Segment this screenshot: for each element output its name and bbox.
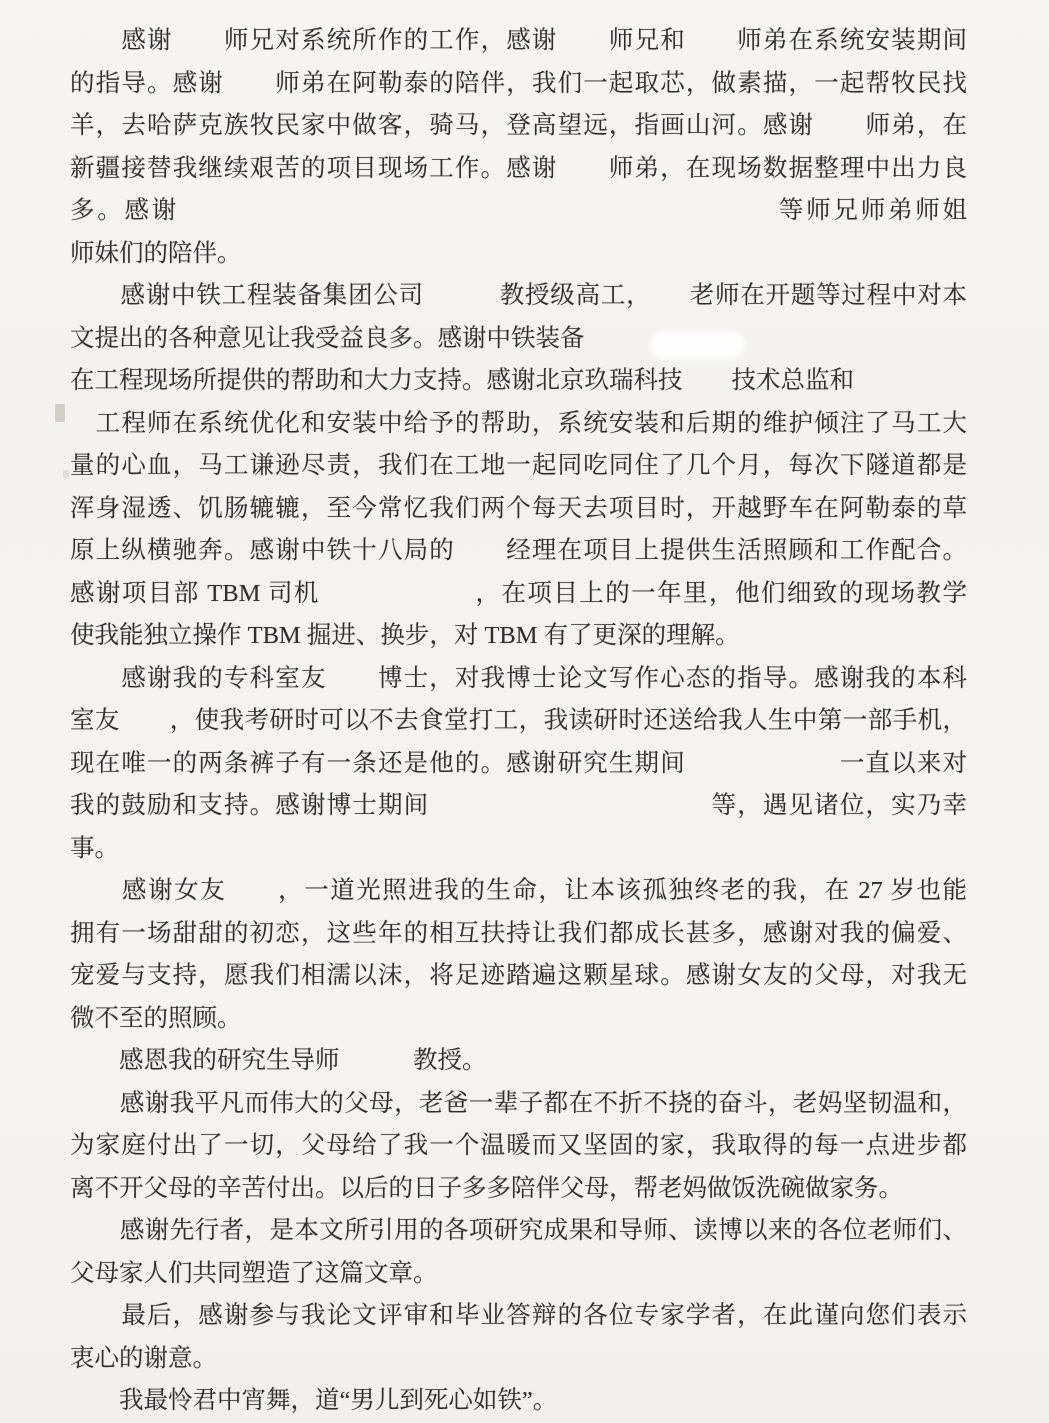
- text-line: 在工程现场所提供的帮助和大力支持。感谢北京玖瑞科技 技术总监和: [70, 367, 854, 394]
- text-line: 现在唯一的两条裤子有一条还是他的。感谢研究生期间 一直以来对: [70, 749, 967, 777]
- text-line: 父母家人们共同塑造了这篇文章。: [70, 1259, 438, 1287]
- scan-smudge-artifact: [650, 331, 745, 359]
- text-line: 师妹们的陪伴。: [70, 239, 242, 267]
- scan-speck-artifact: [63, 470, 69, 478]
- text-line: 我的鼓励和支持。感谢博士期间 等，遇见诸位，实乃幸: [70, 792, 967, 819]
- text-line: 感谢项目部 TBM 司机 ，在项目上的一年里，他们细致的现场教学: [70, 579, 967, 607]
- scan-speck-artifact: [55, 404, 65, 422]
- text-line: 感谢我的专科室友 博士，对我博士论文写作心态的指导。感谢我的本科: [70, 664, 967, 692]
- text-line: 衷心的谢意。: [70, 1344, 217, 1372]
- text-line: 量的心血，马工谦逊尽责，我们在工地一起同吃同住了几个月，每次下隧道都是: [70, 452, 967, 479]
- text-line: 工程师在系统优化和安装中给予的帮助，系统安装和后期的维护倾注了马工大: [70, 409, 967, 437]
- text-line: 使我能独立操作 TBM 掘进、换步，对 TBM 有了更深的理解。: [70, 622, 740, 649]
- text-line: 原上纵横驰奔。感谢中铁十八局的 经理在项目上提供生活照顾和工作配合。: [70, 537, 967, 564]
- text-line: 新疆接替我继续艰苦的项目现场工作。感谢 师弟，在现场数据整理中出力良: [70, 154, 967, 182]
- text-line: 最后，感谢参与我论文评审和毕业答辩的各位专家学者，在此谨向您们表示: [70, 1302, 967, 1329]
- text-line: 的指导。感谢 师弟在阿勒泰的陪伴，我们一起取芯，做素描，一起帮牧民找: [70, 69, 967, 97]
- text-line: 拥有一场甜甜的初恋，这些年的相互扶持让我们都成长甚多，感谢对我的偏爱、: [70, 919, 967, 947]
- text-line: 感谢先行者，是本文所引用的各项研究成果和导师、读博以来的各位老师们、: [70, 1217, 967, 1244]
- text-line: 羊，去哈萨克族牧民家中做客，骑马，登高望远，指画山河。感谢 师弟，在: [70, 112, 967, 139]
- text-line: 微不至的照顾。: [70, 1004, 242, 1032]
- text-line: 感谢女友 ，一道光照进我的生命，让本该孤独终老的我，在 27 岁也能: [70, 877, 967, 904]
- text-line: 宠爱与支持，愿我们相濡以沫，将足迹踏遍这颗星球。感谢女友的父母，对我无: [70, 962, 967, 989]
- text-line: 室友 ，使我考研时可以不去食堂打工，我读研时还送给我人生中第一部手机，: [70, 707, 967, 734]
- text-line: 感恩我的研究生导师 教授。: [70, 1047, 487, 1074]
- text-line: 感谢中铁工程装备集团公司 教授级高工， 老师在开题等过程中对本: [70, 282, 967, 309]
- text-line: 感谢我平凡而伟大的父母，老爸一辈子都在不折不挠的奋斗，老妈坚韧温和，: [70, 1089, 967, 1117]
- text-line: 浑身湿透、饥肠辘辘，至今常忆我们两个每天去项目时，开越野车在阿勒泰的草: [70, 494, 967, 522]
- text-line: 为家庭付出了一切，父母给了我一个温暖而又坚固的家，我取得的每一点进步都: [70, 1132, 967, 1159]
- text-line: 感谢 师兄对系统所作的工作，感谢 师兄和 师弟在系统安装期间: [70, 27, 967, 54]
- text-line: 文提出的各种意见让我受益良多。感谢中铁装备: [70, 324, 585, 352]
- text-line: 多。感谢 等师兄师弟师姐: [70, 197, 967, 224]
- text-line: 事。: [70, 834, 119, 862]
- text-line: 离不开父母的辛苦付出。以后的日子多多陪伴父母，帮老妈做饭洗碗做家务。: [70, 1174, 903, 1202]
- text-line: 我最怜君中宵舞，道“男儿到死心如铁”。: [70, 1387, 558, 1414]
